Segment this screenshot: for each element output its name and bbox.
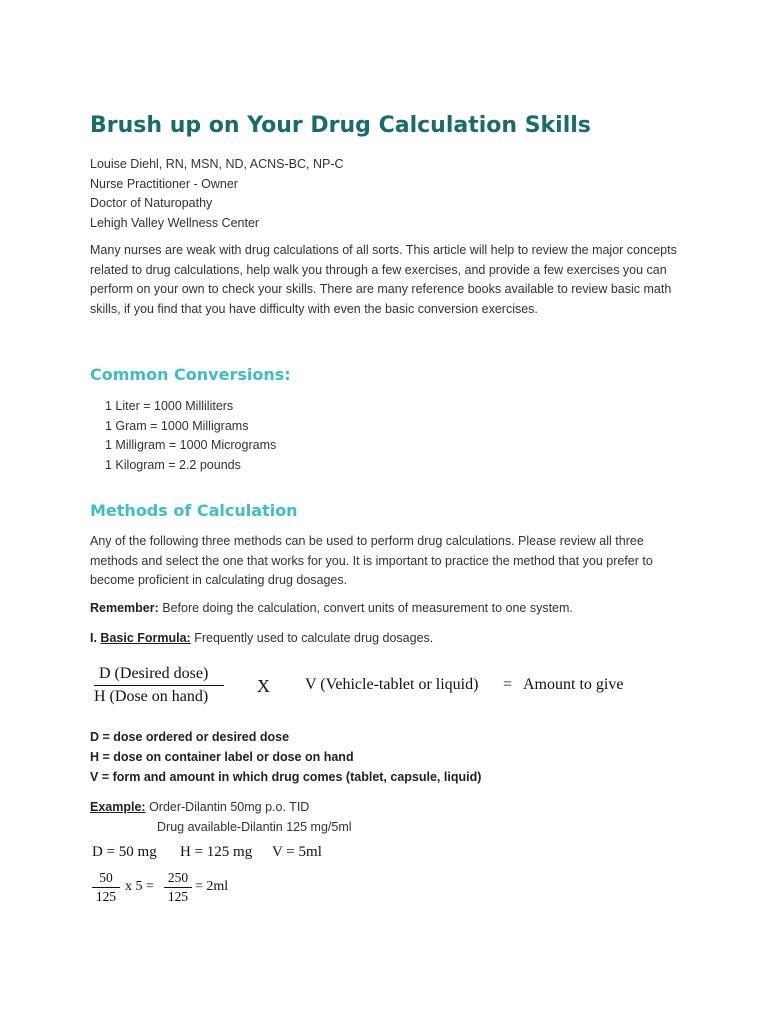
definitions-list xyxy=(90,727,481,787)
formula-numerator: D (Desired dose) xyxy=(99,665,209,682)
worked-fraction-1-numerator: 50 xyxy=(99,870,113,885)
author-degree: Doctor of Naturopathy xyxy=(90,196,213,210)
fraction-bar xyxy=(94,685,224,686)
worked-example-image xyxy=(92,844,392,910)
formula-result: Amount to give xyxy=(523,676,624,693)
remember-text: Before doing the calculation, convert units of measurement to one system. xyxy=(158,601,573,615)
formula-vehicle: V (Vehicle-tablet or liquid) xyxy=(305,676,479,693)
worked-result: = 2ml xyxy=(195,879,229,894)
remember-note xyxy=(90,601,573,615)
remember-label: Remember: xyxy=(90,601,159,615)
basic-formula-line xyxy=(90,631,433,645)
conversion-item: 1 Milligram = 1000 Micrograms xyxy=(105,438,277,452)
example-order: Order-Dilantin 50mg p.o. TID xyxy=(145,800,310,814)
worked-v: V = 5ml xyxy=(272,844,322,860)
conversions-list xyxy=(105,397,276,475)
basic-formula-text: Frequently used to calculate drug dosages. xyxy=(190,631,434,645)
example-line-2: Drug available-Dilantin 125 mg/5ml xyxy=(157,820,352,834)
formula-fraction xyxy=(94,664,226,707)
basic-formula-number: I. xyxy=(90,631,101,645)
worked-fraction-1-denominator: 125 xyxy=(95,889,117,904)
example-block xyxy=(90,797,352,837)
worked-multiplier: x 5 = xyxy=(125,879,154,894)
author-block xyxy=(90,155,344,233)
author-organization: Lehigh Valley Wellness Center xyxy=(90,215,260,230)
author-role: Nurse Practitioner - Owner xyxy=(90,176,238,191)
worked-d: D = 50 mg xyxy=(92,844,157,860)
worked-fraction-2-denominator: 125 xyxy=(167,889,189,904)
formula-denominator: H (Dose on hand) xyxy=(94,688,209,705)
worked-fraction-1 xyxy=(92,870,120,905)
page-title: Brush up on Your Drug Calculation Skills xyxy=(90,113,591,138)
fraction-bar xyxy=(164,887,192,888)
author-name: Louise Diehl, RN, MSN, ND, ACNS-BC, NP-C xyxy=(90,157,344,171)
worked-fraction-2 xyxy=(164,870,192,905)
methods-heading: Methods of Calculation xyxy=(90,501,298,520)
conversion-item: 1 Kilogram = 2.2 pounds xyxy=(105,457,241,472)
example-line-1 xyxy=(90,797,352,817)
methods-paragraph: Any of the following three methods can be used to perform drug calculations. Please review all three methods and select the one that works for you. It is important to practice the method that you prefer to become proficient in calculating drug dosages. xyxy=(90,534,653,587)
worked-h: H = 125 mg xyxy=(180,844,253,860)
basic-formula-image xyxy=(90,664,650,708)
formula-equals: = xyxy=(503,676,513,693)
example-label: Example: xyxy=(90,800,146,814)
worked-fraction-2-numerator: 250 xyxy=(167,870,189,885)
definition-v: V = form and amount in which drug comes (tablet, capsule, liquid) xyxy=(90,770,482,784)
basic-formula-label: Basic Formula: xyxy=(100,631,191,645)
conversion-item: 1 Liter = 1000 Milliliters xyxy=(105,399,234,413)
fraction-bar xyxy=(92,887,120,888)
intro-paragraph: Many nurses are weak with drug calculations of all sorts. This article will help to review the major concepts related to drug calculations, help walk you through a few exercises, and provide a few exercises you can perform on your own to check your skills. There are many reference books available to review basic math skills, if you find that you have difficulty with even the basic conversion exercises. xyxy=(90,243,677,316)
definition-h: H = dose on container label or dose on hand xyxy=(90,750,354,764)
definition-d: D = dose ordered or desired dose xyxy=(90,730,290,744)
formula-times: X xyxy=(257,676,270,696)
conversion-item: 1 Gram = 1000 Milligrams xyxy=(105,418,249,433)
conversions-heading: Common Conversions: xyxy=(90,365,291,384)
